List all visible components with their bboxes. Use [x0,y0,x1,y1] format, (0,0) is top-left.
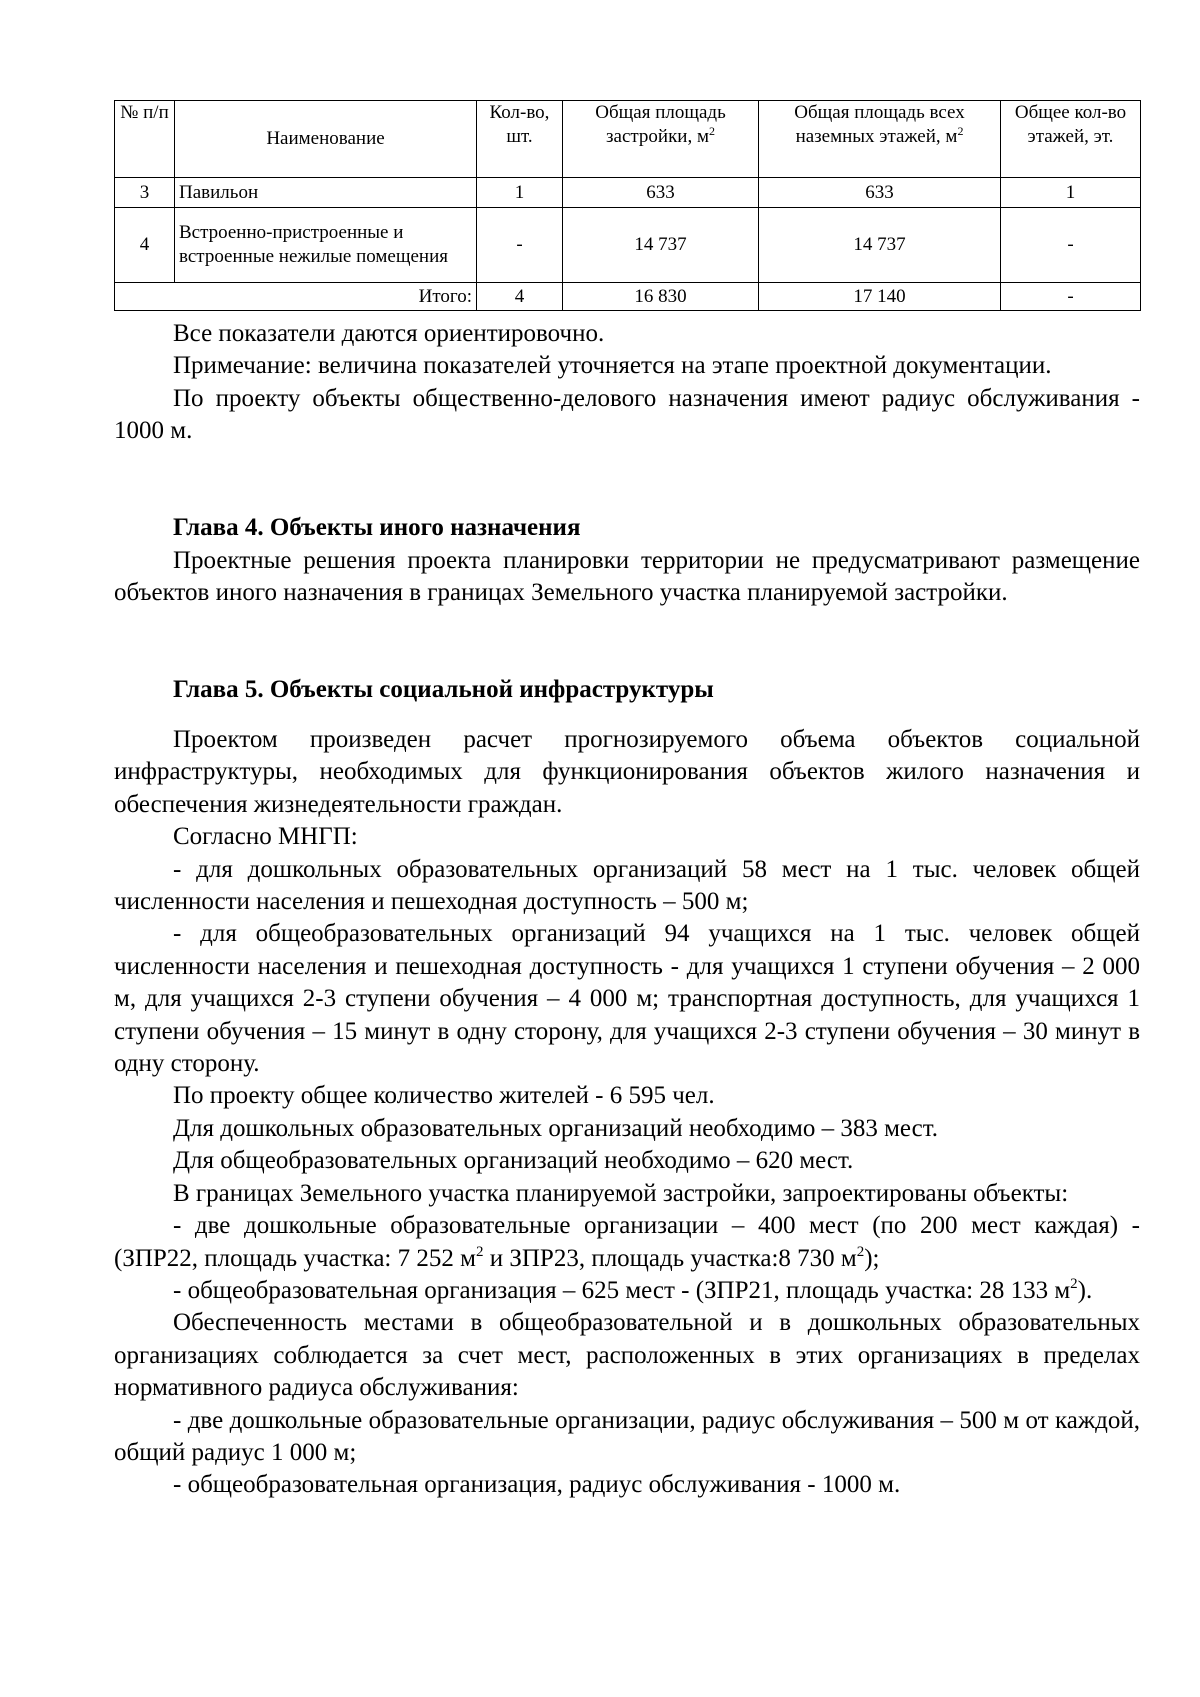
table-total-row [115,283,1141,311]
cell-num: 3 [115,178,175,208]
table-row [115,178,1141,208]
paragraph: Примечание: величина показателей уточняется на этапе проектной документации. [173,352,1052,380]
cell-area-build: 14 737 [563,208,759,283]
cell-area-floors: 633 [759,178,1001,208]
cell-name: Павильон [175,178,477,208]
paragraph: По проекту общее количество жителей - 6 595 чел. [173,1082,715,1110]
paragraph: - две дошкольные образовательные организации – 400 мест (по 200 мест каждая) - (ЗПР22, площадь участка: 7 252 $м^2$ и ЗПР23, площадь участка:8 730 $м^2$); [114,1212,1140,1272]
header-name: Наименование [175,101,477,178]
paragraph: - для дошкольных образовательных организаций 58 мест на 1 тыс. человек общей численности населения и пешеходная доступность – 500 м; [114,855,1140,916]
chapter-5-body [114,724,1140,1502]
paragraph: Проектом произведен расчет прогнозируемого объема объектов социальной инфраструктуры, необходимых для функционирования объектов жилого назначения и обеспечения жизнедеятельности граждан. [114,726,1140,818]
paragraph: В границах Земельного участка планируемой застройки, запроектированы объекты: [173,1179,1069,1207]
header-area-floors: Общая площадь всех наземных этажей, $м^2$ [759,101,1001,178]
cell-name: Встроенно-пристроенные и встроенные нежилые помещения [175,208,477,283]
chapter-4-title: Глава 4. Объекты иного назначения [173,514,581,541]
header-count: Кол-во, шт. [477,101,563,178]
paragraph: - общеобразовательная организация – 625 мест - (ЗПР21, площадь участка: 28 133 $м^2$). [173,1275,1093,1304]
total-floors: - [1001,283,1141,311]
cell-area-build: 633 [563,178,759,208]
paragraph: - две дошкольные образовательные организации, радиус обслуживания – 500 м от каждой, общий радиус 1 000 м; [114,1406,1140,1466]
paragraph: Для общеобразовательных организаций необходимо – 620 мест. [173,1147,854,1175]
total-label: Итого: [115,283,477,311]
table-row [115,208,1141,283]
cell-count: - [477,208,563,283]
cell-floors: 1 [1001,178,1141,208]
notes-block [114,318,1140,448]
paragraph: - общеобразовательная организация, радиус обслуживания - 1000 м. [173,1471,901,1499]
header-area-build: Общая площадь застройки, $м^2$ [563,101,759,178]
buildings-table [114,100,1141,311]
total-count: 4 [477,283,563,311]
cell-floors: - [1001,208,1141,283]
cell-num: 4 [115,208,175,283]
paragraph: Обеспеченность местами в общеобразовательной и в дошкольных образовательных организациях соблюдается за счет мест, расположенных в этих организациях в пределах нормативного радиуса обслуживания: [114,1309,1140,1402]
total-area-build: 16 830 [563,283,759,311]
table-header-row [115,101,1141,178]
paragraph: Для дошкольных образовательных организаций необходимо – 383 мест. [173,1114,939,1142]
total-area-floors: 17 140 [759,283,1001,311]
cell-count: 1 [477,178,563,208]
paragraph: Проектные решения проекта планировки территории не предусматривают размещение объектов иного назначения в границах Земельного участка планируемой застройки. [114,547,1140,607]
header-floors: Общее кол-во этажей, эт. [1001,101,1141,178]
cell-area-floors: 14 737 [759,208,1001,283]
paragraph: - для общеобразовательных организаций 94 учащихся на 1 тыс. человек общей численности населения и пешеходная доступность - для учащихся 1 ступени обучения – 2 000 м, для учащихся 2-3 ступени обучения – 4 000 м; транспортная доступность, для учащихся 1 ступени обучения – 15 минут в одну сторону, для учащихся 2-3 ступени обучения – 30 минут в одну сторону. [114,920,1140,1078]
paragraph: Все показатели даются ориентировочно. [173,320,605,347]
chapter-4-body [114,545,1140,610]
paragraph: По проекту объекты общественно-делового назначения имеют радиус обслуживания - 1000 м. [114,384,1140,445]
chapter-5-title: Глава 5. Объекты социальной инфраструктуры [173,676,714,703]
header-num: № п/п [115,101,175,178]
paragraph: Согласно МНГП: [173,823,358,851]
